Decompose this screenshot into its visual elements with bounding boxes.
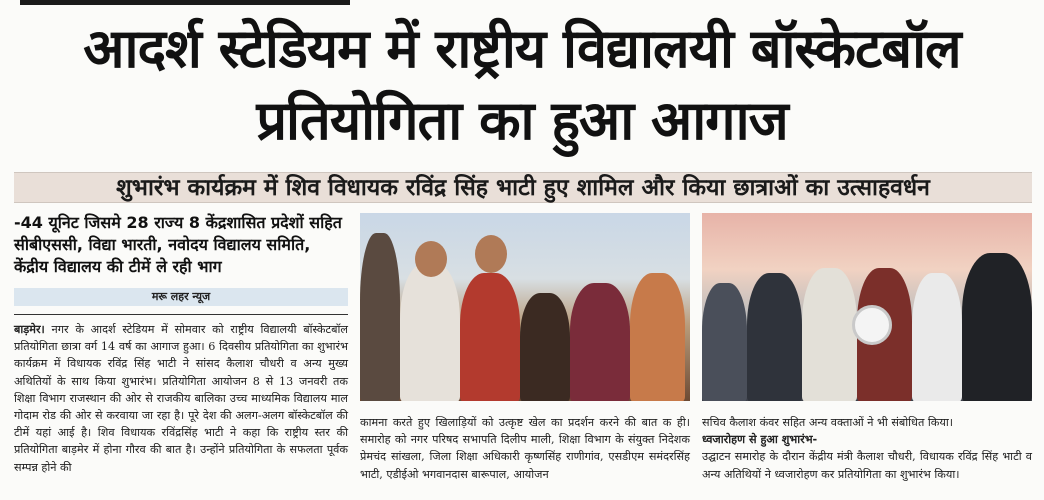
kicker-text: -44 यूनिट जिसमे 28 राज्य 8 केंद्रशासित प्रदेशों सहित सीबीएससी, विद्या भारती, नवोदय विद्यालय समिति, केंद्रीय विद्यालय की टीमें ले रही भाग — [14, 213, 342, 276]
photo-figure — [747, 273, 802, 401]
photo-students-greeting — [360, 213, 690, 401]
byline: मरू लहर न्यूज — [14, 288, 348, 306]
photo-figure — [702, 283, 747, 401]
photo-figure — [912, 273, 962, 401]
dateline: बाड़मेर। — [14, 323, 45, 336]
photo-figure — [802, 268, 857, 401]
column-3-text-a: सचिव कैलाश कंवर सहित अन्य वक्ताओं ने भी संबोधित किया। — [702, 416, 953, 429]
top-rule — [20, 0, 350, 5]
photo-trophy-presentation — [702, 213, 1032, 401]
column-3-text-b: उद्घाटन समारोह के दौरान केंद्रीय मंत्री कैलाश चौधरी, विधायक रविंद्र सिंह भाटी व अन्य अतिथियों ने ध्वजारोहण कर प्रतियोगिता का शुभारंभ किया। — [702, 450, 1032, 481]
headline-line-1: आदर्श स्टेडियम में राष्ट्रीय विद्यालयी बॉस्केटबॉल — [83, 17, 961, 80]
photo-figure — [520, 293, 570, 401]
column-1-text: नगर के आदर्श स्टेडियम में सोमवार को राष्ट्रीय विद्यालयी बॉस्केटबॉल प्रतियोगिता छात्रा वर्ग 14 वर्ष का आगाज हुआ। 6 दिवसीय प्रतियोगिता का शुभारंभ कार्यक्रम में विधायक रविंद्र सिंह भाटी ने सांसद कैलाश चौधरी व अन्य मुख्य अथितियों के साथ किया शुभारंभ। प्रतियोगिता आयोजन 8 से 13 जनवरी तक शिक्षा विभाग राजस्थान की ओर से राजकीय बालिका उच्च माध्यमिक विद्यालय माल गोदाम रोड की ओर से करवाया जा रहा है। पूरे देश की अलग-अलग बॉस्केटबॉल की टीमें यहां आई है। शिव विधायक रविंद्रसिंह भाटी ने कहा कि राष्ट्रीय स्तर की प्रतियोगिता बाड़मेर में होना गौरव की बात है। उन्होंने प्रतियोगिता के सफलता पूर्वक सम्पन्न होने की — [14, 323, 348, 474]
column-3-subhead: ध्वजारोहण से हुआ शुभारंभ- — [702, 433, 818, 447]
photo-figure-head — [415, 241, 447, 277]
column-1-body — [14, 321, 348, 476]
photo-figure-head — [475, 235, 507, 273]
subheadline-bar — [14, 172, 1032, 203]
headline-line-2: प्रतियोगिता का हुआ आगाज — [256, 89, 788, 152]
photo-figure — [630, 273, 685, 401]
photo-figure — [570, 283, 630, 401]
trophy-plaque — [852, 305, 892, 345]
column-1 — [14, 212, 348, 476]
photo-figure — [400, 263, 460, 401]
photo-figure — [962, 253, 1032, 401]
subheadline: शुभारंभ कार्यक्रम में शिव विधायक रविंद्र सिंह भाटी हुए शामिल और किया छात्राओं का उत्साहवर्धन — [116, 175, 930, 201]
photo-figure — [460, 273, 520, 401]
divider — [14, 314, 348, 315]
column-3-body — [702, 414, 1032, 483]
photo-figure — [360, 233, 400, 401]
column-2-body: कामना करते हुए खिलाड़ियों को उत्कृष्ट खेल का प्रदर्शन करने की बात क ही। समारोह को नगर परिषद सभापति दिलीप माली, शिक्षा विभाग के संयुक्त निदेशक प्रेमचंद सांखला, जिला शिक्षा अधिकारी कृष्णसिंह राणीगांव, एसडीएम समंदरसिंह भाटी, एडीईओ भगवानदास बारूपाल, आयोजन — [360, 416, 690, 481]
